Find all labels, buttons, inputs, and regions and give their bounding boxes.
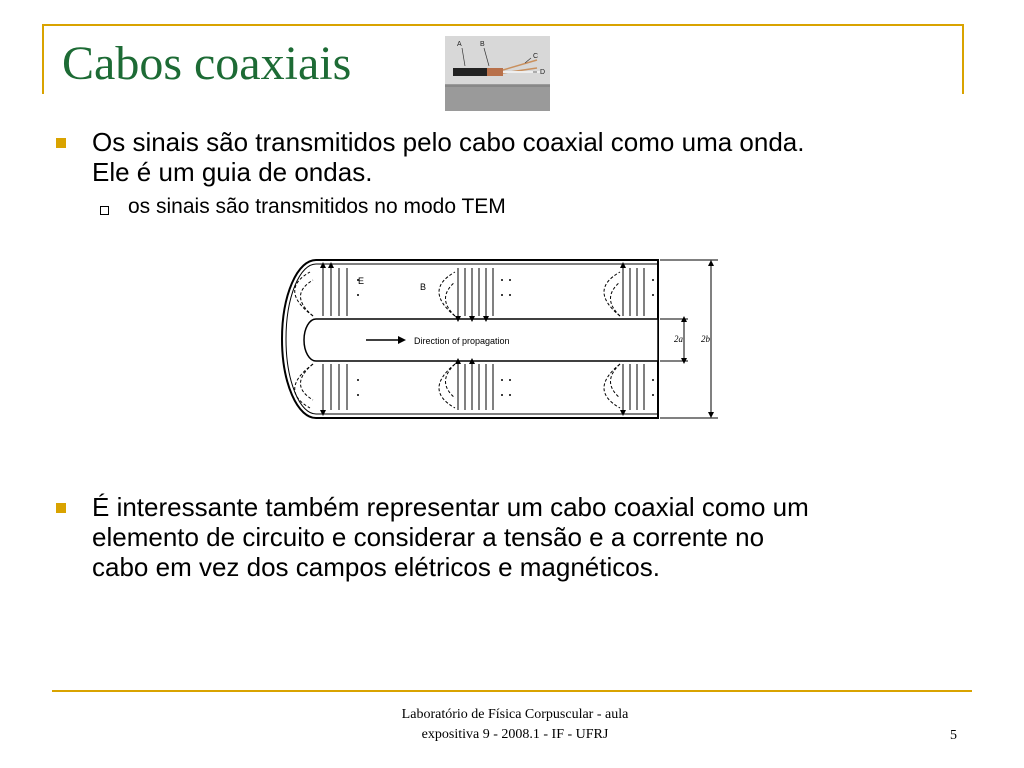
bullet-2-line-2: elemento de circuito e considerar a tensão e a corrente no bbox=[92, 522, 765, 552]
coax-cable-photo bbox=[445, 36, 550, 111]
footer-line-1: Laboratório de Física Corpuscular - aula bbox=[401, 707, 629, 722]
inner-diameter-label: 2a bbox=[674, 334, 683, 344]
slide-title: Cabos coaxiais bbox=[62, 37, 352, 90]
sub-bullet-marker bbox=[100, 206, 109, 215]
sub-bullet-text: os sinais são transmitidos no modo TEM bbox=[128, 195, 506, 218]
outer-diameter-label: 2b bbox=[701, 334, 710, 344]
e-field-label: E bbox=[358, 276, 365, 286]
frame-right-rule bbox=[962, 24, 964, 94]
bullet-marker-2 bbox=[56, 503, 66, 513]
photo-label-b: B bbox=[480, 41, 485, 48]
photo-label-a: A bbox=[457, 41, 462, 48]
bullet-1-line-1: Os sinais são transmitidos pelo cabo coaxial como uma onda. bbox=[92, 127, 805, 157]
page-number: 5 bbox=[950, 728, 957, 743]
frame-left-rule bbox=[42, 24, 44, 94]
bullet-2-line-3: cabo em vez dos campos elétricos e magnéticos. bbox=[92, 552, 660, 582]
photo-label-d: D bbox=[540, 69, 546, 76]
frame-top-rule bbox=[42, 24, 964, 26]
footer-line-2: expositiva 9 - 2008.1 - IF - UFRJ bbox=[421, 727, 609, 742]
propagation-label: Direction of propagation bbox=[414, 336, 510, 346]
bullet-1-line-2: Ele é um guia de ondas. bbox=[92, 157, 373, 187]
coax-tem-diagram bbox=[258, 250, 728, 425]
bullet-2-line-1: É interessante também representar um cabo coaxial como um bbox=[92, 492, 809, 522]
bullet-marker-1 bbox=[56, 138, 66, 148]
footer-text bbox=[350, 705, 680, 745]
b-field-label: B bbox=[420, 282, 427, 292]
footer-rule bbox=[52, 690, 972, 692]
photo-label-c: C bbox=[533, 53, 539, 60]
